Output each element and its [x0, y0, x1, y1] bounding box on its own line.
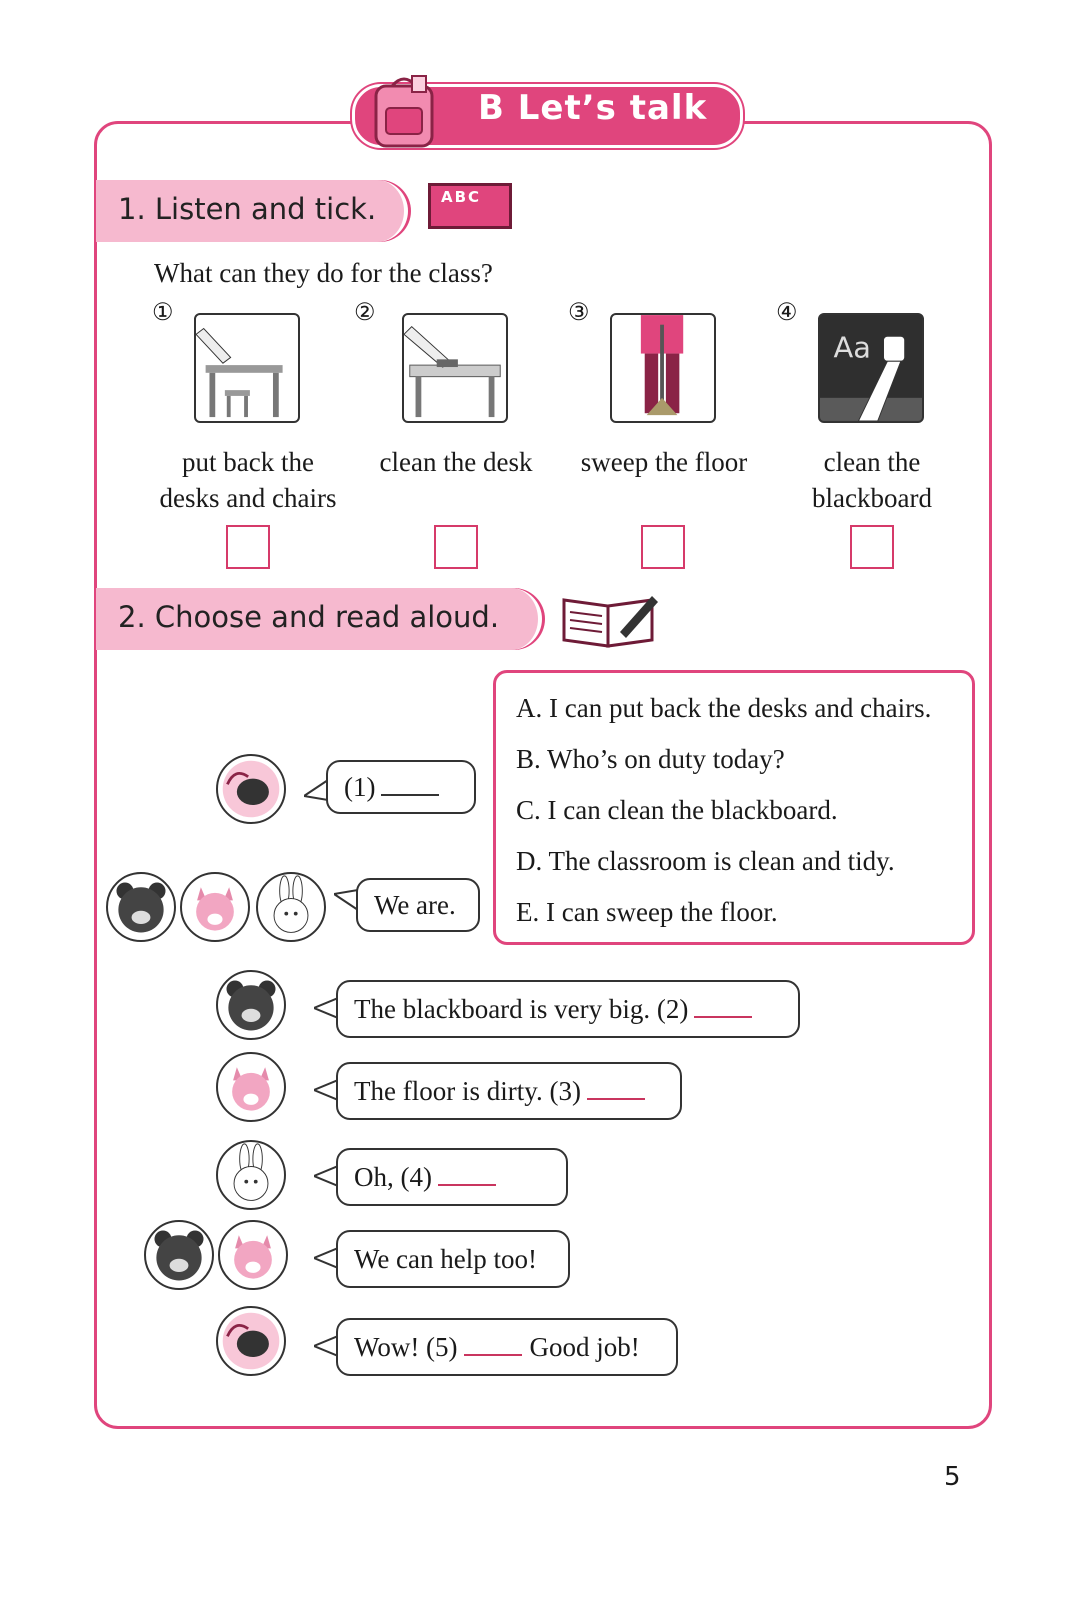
sheep-avatar: [216, 1306, 286, 1376]
section1-title: 1. Listen and tick.: [118, 192, 377, 226]
tick-box-1[interactable]: [226, 525, 270, 569]
desks-chairs-picture: [194, 313, 300, 423]
clean-desk-picture: [402, 313, 508, 423]
bubble-tail: [314, 996, 338, 1020]
option-b: B. Who’s on duty today?: [516, 744, 785, 774]
answer-blank-5[interactable]: [464, 1332, 522, 1356]
item-number-3: ③: [568, 300, 590, 326]
item-caption-2: clean the desk: [379, 447, 533, 477]
option-e: E. I can sweep the floor.: [516, 897, 778, 927]
answer-blank-3[interactable]: [587, 1076, 645, 1100]
bubble-tail: [314, 1164, 338, 1188]
speech-bubble-6: [336, 1230, 570, 1288]
bubble-tail: [304, 778, 328, 802]
item-caption-1b: desks and chairs: [159, 483, 337, 513]
squirrel-avatar: [180, 872, 250, 942]
bear-avatar: [216, 970, 286, 1040]
speech-bubble-5: [336, 1148, 568, 1206]
dialogue-line-7-end: Good job!: [529, 1332, 640, 1362]
book-pencil-icon: [560, 592, 660, 648]
section-title: B Let’s talk: [478, 88, 708, 128]
answer-blank-2[interactable]: [694, 994, 752, 1018]
speech-bubble-3: [336, 980, 800, 1038]
squirrel-avatar: [218, 1220, 288, 1290]
dialogue-line-1: (1): [344, 772, 376, 802]
dialogue-line-2: We are.: [374, 890, 456, 920]
sheep-avatar: [216, 754, 286, 824]
item-number-1: ①: [152, 300, 174, 326]
dialogue-line-6: We can help too!: [354, 1244, 538, 1274]
item-caption-4a: clean the: [823, 447, 921, 477]
bear-avatar: [106, 872, 176, 942]
sweep-floor-picture: [610, 313, 716, 423]
speech-bubble-7: [336, 1318, 678, 1376]
tick-box-4[interactable]: [850, 525, 894, 569]
speech-bubble-2: [356, 878, 480, 932]
abc-badge-text: ABC: [441, 188, 482, 206]
squirrel-avatar: [216, 1052, 286, 1122]
dialogue-line-7: Wow! (5): [354, 1332, 458, 1362]
desk-icon: [404, 315, 506, 421]
answer-blank-1[interactable]: [381, 772, 439, 796]
section1-question: What can they do for the class?: [154, 258, 493, 288]
dialogue-line-3: The blackboard is very big. (2): [354, 994, 689, 1024]
dialogue-line-5: Oh, (4): [354, 1162, 432, 1192]
abc-board-icon: [428, 183, 512, 229]
option-d: D. The classroom is clean and tidy.: [516, 846, 895, 876]
tick-box-2[interactable]: [434, 525, 478, 569]
answer-options-box: [493, 670, 975, 945]
page-number: 5: [944, 1462, 961, 1492]
item-number-4: ④: [776, 300, 798, 326]
tick-box-3[interactable]: [641, 525, 685, 569]
schoolbag-icon: [356, 72, 452, 152]
item-caption-4b: blackboard: [812, 483, 932, 513]
bubble-tail: [314, 1334, 338, 1358]
bubble-tail: [334, 888, 358, 912]
board-text: Aa: [833, 330, 871, 365]
blackboard-icon: [820, 315, 922, 421]
section2-title: 2. Choose and read aloud.: [118, 600, 500, 634]
speech-bubble-1: [326, 760, 476, 814]
answer-blank-4[interactable]: [438, 1162, 496, 1186]
option-a: A. I can put back the desks and chairs.: [516, 693, 932, 723]
speech-bubble-4: [336, 1062, 682, 1120]
desk-chair-icon: [196, 315, 298, 421]
broom-icon: [612, 315, 714, 421]
bubble-tail: [314, 1078, 338, 1102]
rabbit-avatar: [216, 1140, 286, 1210]
bubble-tail: [314, 1246, 338, 1270]
item-caption-1a: put back the: [182, 447, 314, 477]
item-number-2: ②: [354, 300, 376, 326]
dialogue-line-4: The floor is dirty. (3): [354, 1076, 581, 1106]
item-caption-3: sweep the floor: [580, 447, 748, 477]
option-c: C. I can clean the blackboard.: [516, 795, 838, 825]
clean-blackboard-picture: [818, 313, 924, 423]
bear-avatar: [144, 1220, 214, 1290]
rabbit-avatar: [256, 872, 326, 942]
